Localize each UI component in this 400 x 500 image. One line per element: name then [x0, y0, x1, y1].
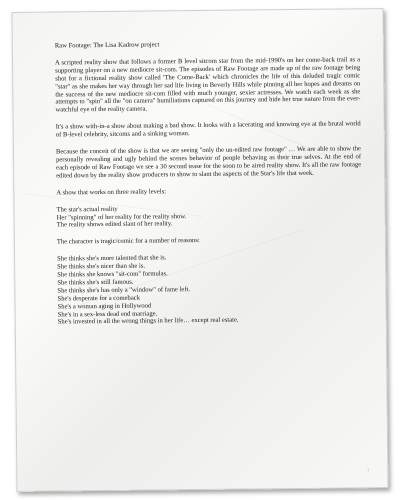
conceit-paragraph: Because the conceit of the show is that we are seeing "only the un-edited raw footage" … We are able to show the personally revealing and ugly behind the scenes behavior of people behaving as their true selves. At the end of each episode of Raw Footage we see a 30 second tease for the soon to be aired reality show. It's all the raw footage edited down by the reality show producers to show to slant the aspects of the Star's life that week. [55, 145, 362, 180]
document-page [11, 8, 388, 492]
character-heading: The character is tragic/comic for a number of reasons: [56, 237, 200, 246]
list-item: She's in a sex-less dead end marriage. [57, 310, 158, 319]
list-item: The reality shows edited slant of her reality. [56, 220, 173, 229]
list-item: Her "spinning" of her reality for the reality show. [56, 212, 187, 221]
list-item: She thinks she's more talented that she is. [57, 254, 167, 263]
list-item: She thinks she knows "sit-com" formulas. [57, 270, 168, 279]
list-item: She's a woman aging in Hollywood [57, 302, 152, 311]
list-item: The star's actual reality [56, 205, 118, 214]
show-within-show-paragraph: It's a show with-in-a show about making a bad show. It looks with a lacerating and knowing eye at the brutal world of B-level celebrity, sitcoms and a sinking woman. [55, 120, 361, 139]
document-title: Raw Footage: The Lisa Kadrow project [54, 41, 160, 50]
list-item: She's desperate for a comeback [57, 294, 141, 303]
document-body [55, 39, 363, 336]
synopsis-paragraph: A scripted reality show that follows a former B level sitcom star from the mid-1990's on her come-back trail as a supporting player on a new mediocre sit-com. The episodes of Raw Footage are made up of the raw footage being shot for a fictional reality show called 'The Come-Back' which chronicles the life of this deluded tragic comic "star" as she makes her way through her sad life living in Beverly Hills while pinning all her hopes and dreams on the success of the new mediocre sit-com filled with much younger, sexier actresses. We watch each week as she attempts to "spin" all the "on camera" humiliations captured on this journey and hide her true nature from the ever-watchful eye of the reality camera. [54, 56, 361, 114]
page-number: 1 [366, 468, 370, 474]
list-item: She thinks she's nicer than she is. [57, 262, 146, 271]
list-item: She thinks she's still famous. [57, 278, 134, 287]
list-item: She thinks she's has only a "window" of fame left. [57, 285, 191, 295]
levels-list [57, 203, 362, 230]
list-item: She's invested in all the wrong things in her life… except real estate. [57, 317, 239, 326]
levels-heading: A show that works on three reality levels: [56, 188, 167, 197]
reasons-list [57, 253, 363, 327]
